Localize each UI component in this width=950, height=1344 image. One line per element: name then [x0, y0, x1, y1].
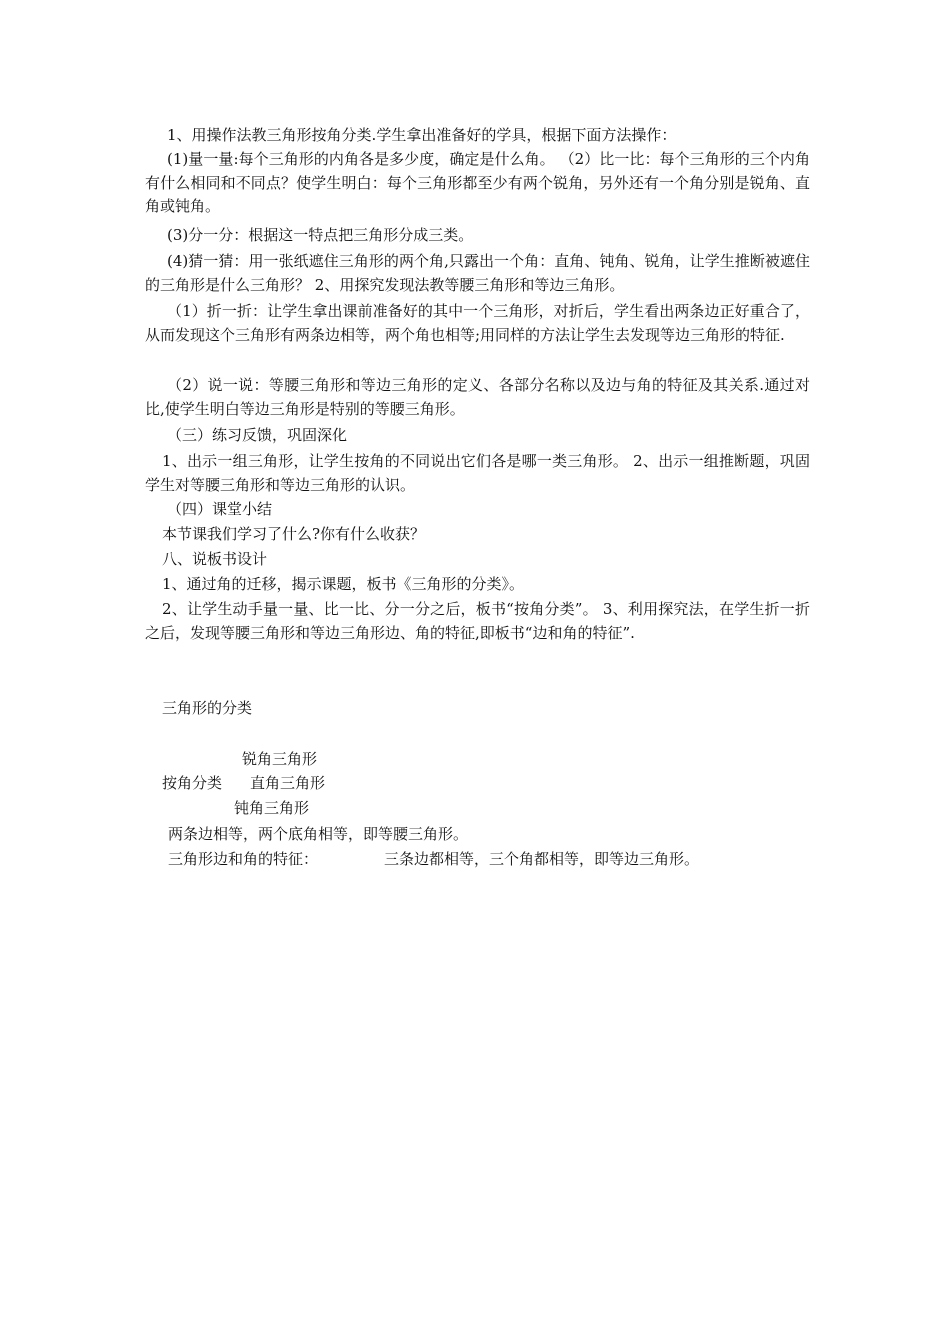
- paragraph-guess: (4)猜一猜：用一张纸遮住三角形的两个角,只露出一个角：直角、钝角、锐角，让学生推断被遮住的三角形是什么三角形？ 2、用探究发现法教等腰三角形和等边三角形。: [145, 252, 810, 294]
- board-by-angle: 按角分类: [162, 774, 223, 792]
- paragraph-say: （2）说一说：等腰三角形和等边三角形的定义、各部分名称以及边与角的特征及其关系.通过对比,使学生明白等边三角形是特别的等腰三角形。: [145, 376, 810, 418]
- paragraph-divide: (3)分一分：根据这一特点把三角形分成三类。: [167, 226, 474, 244]
- heading-summary: （四）课堂小结: [167, 500, 273, 518]
- board-obtuse-triangle: 钝角三角形: [234, 799, 310, 817]
- board-isosceles: 两条边相等，两个底角相等，即等腰三角形。: [168, 825, 469, 843]
- board-acute-triangle: 锐角三角形: [242, 750, 318, 768]
- heading-board-design: 八、说板书设计: [162, 550, 268, 568]
- board-features-label: 三角形边和角的特征：: [168, 850, 319, 868]
- paragraph-fold: （1）折一折：让学生拿出课前准备好的其中一个三角形，对折后，学生看出两条边正好重合了，从而发现这个三角形有两条边相等，两个角也相等;用同样的方法让学生去发现等边三角形的特征.: [145, 302, 810, 344]
- paragraph-board-1: 1、通过角的迁移，揭示课题，板书《三角形的分类》。: [162, 575, 525, 593]
- paragraph-exercises: 1、出示一组三角形，让学生按角的不同说出它们各是哪一类三角形。 2、出示一组推断题，巩固学生对等腰三角形和等边三角形的认识。: [145, 452, 810, 494]
- paragraph-summary-question: 本节课我们学习了什么?你有什么收获？: [162, 525, 426, 543]
- heading-practice: （三）练习反馈，巩固深化: [167, 426, 348, 444]
- board-equilateral: 三条边都相等，三个角都相等，即等边三角形。: [384, 850, 700, 868]
- board-title: 三角形的分类: [162, 699, 253, 717]
- paragraph-board-2: 2、让学生动手量一量、比一比、分一分之后，板书“按角分类”。 3、利用探究法，在学生折一折之后，发现等腰三角形和等边三角形边、角的特征,即板书“边和角的特征”.: [145, 600, 810, 642]
- paragraph-method-intro: 1、用操作法教三角形按角分类.学生拿出准备好的学具，根据下面方法操作：: [167, 126, 677, 144]
- paragraph-measure-compare: (1)量一量:每个三角形的内角各是多少度，确定是什么角。 （2）比一比：每个三角形的三个内角有什么相同和不同点？使学生明白：每个三角形都至少有两个锐角，另外还有一个角分别是锐角、直角或钝角。: [145, 150, 810, 215]
- board-right-triangle: 直角三角形: [250, 774, 326, 792]
